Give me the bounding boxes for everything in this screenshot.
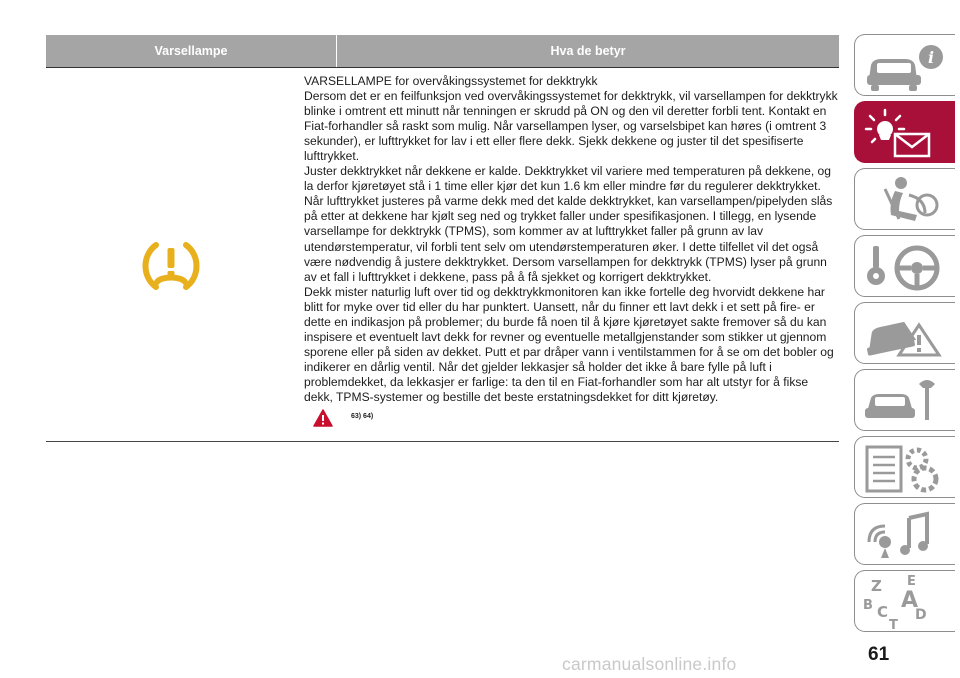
index-letter: C bbox=[877, 603, 889, 621]
index-letter: B bbox=[863, 598, 873, 613]
index-letter: E bbox=[907, 574, 916, 589]
tab-safety[interactable] bbox=[854, 168, 955, 230]
tab-warning-lights[interactable] bbox=[854, 101, 955, 163]
table-header bbox=[46, 35, 839, 67]
header-rule bbox=[46, 67, 839, 68]
lamp-description bbox=[304, 74, 840, 405]
key-steering-wheel-icon bbox=[855, 236, 955, 298]
tab-index[interactable] bbox=[854, 570, 955, 632]
warning-lights-message-icon bbox=[855, 102, 955, 164]
car-maintenance-icon bbox=[855, 370, 955, 432]
description-paragraph: Juster dekktrykket når dekkene er kalde. Dekktrykket vil variere med temperaturen på dekkene, og la derfor kjøretøyet stå i 1 time eller kjør det kun 1.6 km eller mindre før du regulerer dekktrykket. Når lufttrykket justeres på varme dekk med det kalde dekktrykket, kan varsellampen/pipelyden slås på etter at dekkene har kjølt seg ned og trykket faller under spesifikasjonen. I tillegg, en lysende varsellampe for dekktrykk (TPMS), som kommer av at lufttrykket faller på grunn av lav utendørstemperatur, vil forbli tent selv om utendørstemperaturen øker. I dette tilfellet vil det også være nødvendig å justere dekktrykket. Dersom varsellampen for dekktrykk (TPMS) lyser på grunn av et fall i lufttrykket i dekkene, pass på å få sjekket og korrigert dekktrykket. bbox=[304, 164, 833, 284]
tab-start-drive[interactable] bbox=[854, 235, 955, 297]
description-title: VARSELLAMPE for overvåkingssystemet for dekktrykk bbox=[304, 74, 598, 88]
index-letter: D bbox=[915, 607, 927, 623]
tab-multimedia[interactable] bbox=[854, 503, 955, 565]
car-info-icon bbox=[855, 35, 955, 97]
index-letter: A bbox=[901, 588, 919, 613]
page-number: 61 bbox=[868, 644, 890, 665]
tab-maintenance[interactable] bbox=[854, 369, 955, 431]
column-header-meaning: Hva de betyr bbox=[550, 44, 626, 58]
emergency-accident-icon bbox=[855, 303, 955, 365]
column-header-warning-lamp: Varsellampe bbox=[154, 44, 228, 58]
warning-references: 63) 64) bbox=[351, 413, 374, 420]
watermark: carmanualsonline.info bbox=[562, 654, 737, 674]
tab-technical-data[interactable] bbox=[854, 436, 955, 498]
multimedia-icon bbox=[855, 504, 955, 566]
tab-emergency[interactable] bbox=[854, 302, 955, 364]
index-letter: Z bbox=[871, 577, 882, 595]
seat-safety-icon bbox=[855, 169, 955, 231]
description-paragraph: Dersom det er en feilfunksjon ved overvåkingssystemet for dekktrykk, vil varsellampen for dekktrykk blinke i omtrent ett minutt når tenningen er skrudd på ON og den vil deretter forbli tent. Kontakt en Fiat-forhandler så raskt som mulig. Når varsellampen lyser, og varselsbipet kan høres (i omtrent 3 sekunder), er lufttrykket for lav i ett eller flere dekk. Sjekk dekkene og juster til det spesifiserte lufttrykket. bbox=[304, 89, 838, 164]
table-bottom-rule bbox=[46, 441, 839, 442]
tpms-warning-lamp-icon bbox=[139, 233, 203, 302]
index-letter: T bbox=[889, 618, 898, 633]
tab-car-info[interactable] bbox=[854, 34, 955, 96]
warning-triangle-icon bbox=[313, 409, 333, 432]
svg-text:i: i bbox=[928, 48, 935, 67]
technical-data-icon bbox=[855, 437, 955, 499]
description-paragraph: Dekk mister naturlig luft over tid og dekktrykkmonitoren kan ikke fortelle deg hvorvidt dekkene har blitt for myke over tid eller du har punktert. Uansett, når du finner ett lavt dekk i et sett på fire- er dette en indikasjon på problemer; du burde få noen til å kjøre kjøretøyet sakte fremover så du kan inspisere et eventuelt lavt dekk for revner og eventuelle metallgjenstander som stikker ut gjennom sporene eller på siden av dekket. Putt et par dråper vann i ventilstammen for å se om det bobler og indikerer en dårlig ventil. Når det gjelder lekkasjer så holder det ikke å bare fylle på luft i problemdekket, da lekkasjer er farlige: ta den til en Fiat-forhandler som har alt utstyr for å fikse dekk, TPMS-systemer og bestille det beste erstatningsdekket for ditt kjøretøy. bbox=[304, 284, 834, 404]
alphabetical-index-icon bbox=[855, 571, 955, 633]
